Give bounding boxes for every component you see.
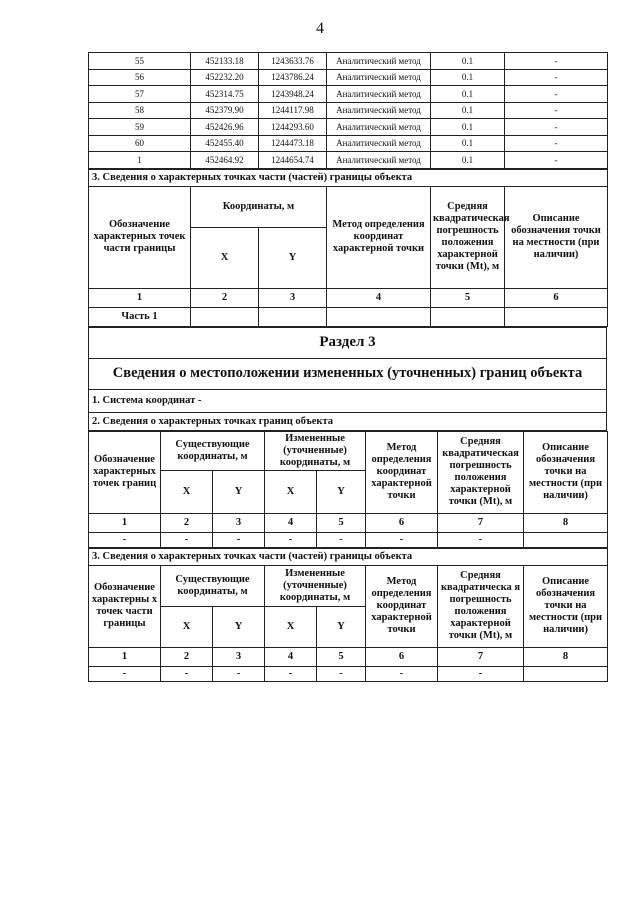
col-num: 8 xyxy=(524,647,608,666)
col-num: 6 xyxy=(366,647,438,666)
header-y: Y xyxy=(317,606,366,647)
table-cell: Аналитический метод xyxy=(327,53,431,70)
empty-cell: - xyxy=(161,532,213,547)
empty-cell: - xyxy=(89,532,161,547)
table-cell: Аналитический метод xyxy=(327,119,431,136)
table-cell: 57 xyxy=(89,86,191,103)
header-method: Метод определения координат характерной точки xyxy=(327,186,431,288)
table-cell: 58 xyxy=(89,102,191,119)
header-x: X xyxy=(161,470,213,513)
header-error: Средняя квадратическая погрешность положения характерной точки (Mt), м xyxy=(438,431,524,513)
empty-cell: - xyxy=(438,666,524,681)
col-num: 5 xyxy=(317,513,366,532)
empty-cell: - xyxy=(265,666,317,681)
section-title: Раздел 3 xyxy=(89,327,607,358)
col-num: 3 xyxy=(259,288,327,307)
empty-cell: - xyxy=(265,532,317,547)
table-cell: - xyxy=(505,152,608,169)
header-x: X xyxy=(161,606,213,647)
col-num: 4 xyxy=(265,647,317,666)
section-subtitle: Сведения о местоположении измененных (уточненных) границ объекта xyxy=(89,358,607,389)
header-coords: Координаты, м xyxy=(191,186,327,227)
table-cell: 1244654.74 xyxy=(259,152,327,169)
col-num: 5 xyxy=(317,647,366,666)
col-num: 2 xyxy=(191,288,259,307)
table-cell: 56 xyxy=(89,69,191,86)
empty-cell: - xyxy=(161,666,213,681)
table-cell: 1244473.18 xyxy=(259,135,327,152)
table-row xyxy=(89,86,608,103)
table-row xyxy=(89,119,608,136)
coordinate-system: 1. Система координат - xyxy=(89,389,607,412)
col-num: 4 xyxy=(265,513,317,532)
table-cell: 452426.96 xyxy=(191,119,259,136)
header-existing-coords: Существующие координаты, м xyxy=(161,431,265,470)
parts-points-title-2: 3. Сведения о характерных точках части (частей) границы объекта xyxy=(89,548,608,565)
col-num: 2 xyxy=(161,647,213,666)
table-cell: 60 xyxy=(89,135,191,152)
table-cell: 1243948.24 xyxy=(259,86,327,103)
empty-cell: - xyxy=(366,666,438,681)
header-error: Средняя квадратическая погрешность положения характерной точки (Mt), м xyxy=(431,186,505,288)
header-error: Средняя квадратическа я погрешность положения характерной точки (Mt), м xyxy=(438,565,524,647)
empty-cell: - xyxy=(89,666,161,681)
table-cell: 452133.18 xyxy=(191,53,259,70)
header-method: Метод определения координат характерной точки xyxy=(366,565,438,647)
parts-points-title: 3. Сведения о характерных точках части (частей) границы объекта xyxy=(89,169,608,186)
header-changed-coords: Измененные (уточненные) координаты, м xyxy=(265,565,366,606)
table-cell: Аналитический метод xyxy=(327,135,431,152)
table-cell: 0.1 xyxy=(431,86,505,103)
table-cell: 0.1 xyxy=(431,53,505,70)
table-cell: - xyxy=(505,86,608,103)
table-cell: - xyxy=(505,102,608,119)
table-cell: Аналитический метод xyxy=(327,86,431,103)
table-cell: 1244117.98 xyxy=(259,102,327,119)
col-num: 6 xyxy=(505,288,608,307)
table-cell: Аналитический метод xyxy=(327,69,431,86)
header-x: X xyxy=(191,227,259,288)
col-num: 3 xyxy=(213,513,265,532)
header-designation: Обозначение характерны х точек части границы xyxy=(89,565,161,647)
col-num: 8 xyxy=(524,513,608,532)
empty-cell: - xyxy=(213,666,265,681)
empty-cell: - xyxy=(438,532,524,547)
empty-cell: - xyxy=(213,532,265,547)
header-y: Y xyxy=(213,606,265,647)
table-cell: 0.1 xyxy=(431,69,505,86)
table-cell: 0.1 xyxy=(431,152,505,169)
col-num: 1 xyxy=(89,647,161,666)
table-cell: - xyxy=(505,135,608,152)
part-label: Часть 1 xyxy=(89,307,191,326)
header-existing-coords: Существующие координаты, м xyxy=(161,565,265,606)
col-num: 7 xyxy=(438,513,524,532)
changed-points-table xyxy=(88,431,608,548)
table-cell: 452379.90 xyxy=(191,102,259,119)
col-num: 5 xyxy=(431,288,505,307)
header-description: Описание обозначения точки на местности (при наличии) xyxy=(524,565,608,647)
header-description: Описание обозначения точки на местности (при наличии) xyxy=(524,431,608,513)
table-cell: 452455.40 xyxy=(191,135,259,152)
header-description: Описание обозначения точки на местности (при наличии) xyxy=(505,186,608,288)
col-num: 6 xyxy=(366,513,438,532)
col-num: 1 xyxy=(89,288,191,307)
table-cell: - xyxy=(505,119,608,136)
table-cell: 0.1 xyxy=(431,135,505,152)
table-row xyxy=(89,152,608,169)
header-x: X xyxy=(265,470,317,513)
section-3-header xyxy=(88,327,607,431)
header-y: Y xyxy=(213,470,265,513)
table-cell: 55 xyxy=(89,53,191,70)
table-cell: 1243633.76 xyxy=(259,53,327,70)
table-cell: 0.1 xyxy=(431,102,505,119)
col-num: 7 xyxy=(438,647,524,666)
empty-cell: - xyxy=(317,666,366,681)
points-title: 2. Сведения о характерных точках границ объекта xyxy=(89,412,607,430)
table-row xyxy=(89,102,608,119)
col-num: 2 xyxy=(161,513,213,532)
page-number: 4 xyxy=(316,20,324,37)
parts-points-table xyxy=(88,169,608,327)
header-changed-coords: Измененные (уточненные) координаты, м xyxy=(265,431,366,470)
empty-cell: - xyxy=(317,532,366,547)
col-num: 1 xyxy=(89,513,161,532)
header-x: X xyxy=(265,606,317,647)
table-cell: 452232.20 xyxy=(191,69,259,86)
coordinates-table xyxy=(88,52,608,169)
table-cell: 59 xyxy=(89,119,191,136)
changed-parts-table xyxy=(88,548,608,682)
header-designation: Обозначение характерных точек границ xyxy=(89,431,161,513)
document-body xyxy=(88,52,607,697)
header-designation: Обозначение характерных точек части границы xyxy=(89,186,191,288)
table-cell: Аналитический метод xyxy=(327,102,431,119)
table-cell: 1243786.24 xyxy=(259,69,327,86)
header-method: Метод определения координат характерной точки xyxy=(366,431,438,513)
table-cell: 1244293.60 xyxy=(259,119,327,136)
table-cell: 0.1 xyxy=(431,119,505,136)
empty-cell: - xyxy=(366,532,438,547)
table-row xyxy=(89,69,608,86)
table-cell: Аналитический метод xyxy=(327,152,431,169)
table-cell: 1 xyxy=(89,152,191,169)
col-num: 3 xyxy=(213,647,265,666)
header-y: Y xyxy=(317,470,366,513)
col-num: 4 xyxy=(327,288,431,307)
table-row xyxy=(89,53,608,70)
table-cell: 452464.92 xyxy=(191,152,259,169)
header-y: Y xyxy=(259,227,327,288)
table-cell: - xyxy=(505,53,608,70)
table-cell: - xyxy=(505,69,608,86)
table-cell: 452314.75 xyxy=(191,86,259,103)
table-row xyxy=(89,135,608,152)
